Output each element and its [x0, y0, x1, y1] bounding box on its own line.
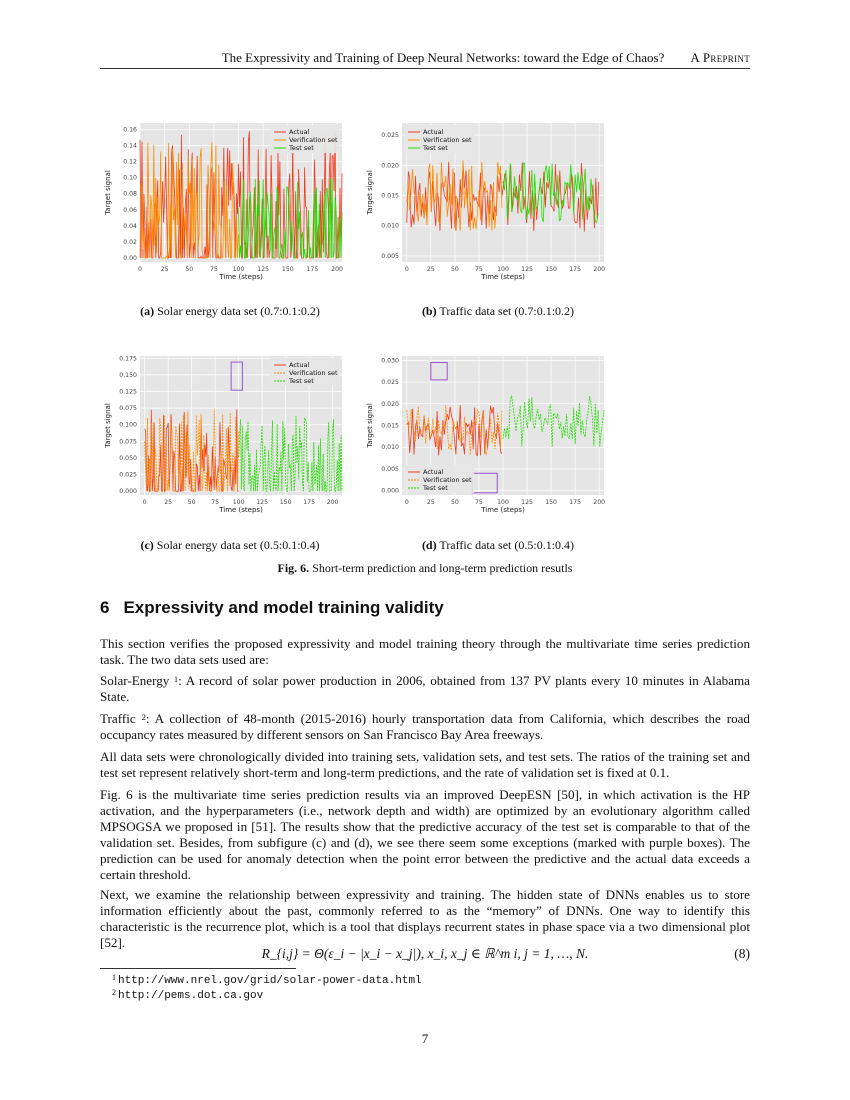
y-tick-label: 0.025: [119, 471, 137, 479]
caption-6b-label: (b): [421, 304, 437, 318]
equation-number: (8): [734, 946, 750, 961]
split-value: 0.1: [649, 765, 667, 780]
x-axis-label: Time (steps): [481, 506, 525, 514]
x-tick-label: 100: [232, 266, 245, 273]
x-tick-label: 175: [303, 499, 316, 506]
y-axis-label: Target signal: [104, 170, 112, 215]
footnote-2-url[interactable]: http://pems.dot.ca.gov: [118, 990, 264, 1002]
y-tick-label: 0.00: [123, 254, 137, 262]
figure-caption-text: Short-term prediction and long-term prediction resutls: [309, 561, 573, 575]
figure-6a-plot: [100, 115, 350, 290]
x-tick-label: 0: [404, 266, 409, 273]
y-tick-label: 0.005: [381, 252, 399, 260]
x-tick-label: 25: [426, 266, 435, 273]
y-tick-label: 0.04: [123, 222, 137, 230]
y-tick-label: 0.100: [119, 421, 137, 429]
y-tick-label: 0.150: [119, 371, 137, 379]
x-tick-label: 75: [475, 266, 483, 273]
chart-d: [362, 348, 612, 523]
legend-label: Verification set: [423, 136, 472, 144]
x-tick-label: 50: [450, 499, 459, 506]
y-tick-label: 0.000: [381, 487, 399, 495]
y-tick-label: 0.12: [123, 158, 137, 166]
y-axis-label: Target signal: [104, 403, 112, 448]
solar-lead: Solar-Energy: [100, 673, 174, 688]
y-tick-label: 0.06: [123, 206, 137, 214]
caption-6c: [100, 538, 360, 553]
y-tick-label: 0.000: [119, 488, 137, 496]
x-tick-label: 150: [545, 499, 558, 506]
header-title: The Expressivity and Training of Deep Neural Networks: toward the Edge of Chaos?: [221, 50, 665, 65]
y-tick-label: 0.10: [123, 174, 137, 182]
caption-6a-label: (a): [140, 304, 155, 318]
x-tick-label: 125: [256, 499, 269, 506]
paragraph-results: Fig. 6 is the multivariate time series prediction results via an improved DeepESN [50], in which activation is the HP activation, and the hyperparameters (i.e., network depth and width) are optimized by an evolutionary algorithm called MPSOGSA we proposed in [51]. The results show that the predictive accuracy of the test set is comparable to that of the validation set. Besides, from subfigure (c) and (d), we see there seem some exceptions (marked with purple boxes). The prediction can be used for anomaly detection when the point error between the predictive and the actual data exceeds a certain threshold.: [100, 787, 750, 882]
footnote-2: [112, 988, 264, 1002]
caption-6c-text: Solar energy data set (0.5:0.1:0.4): [156, 538, 320, 552]
y-tick-label: 0.16: [123, 126, 137, 134]
caption-6c-label: (c): [140, 538, 154, 552]
x-tick-label: 50: [450, 266, 459, 273]
equation-expression: R_{i,j} = Θ(ε_i − |x_i − x_j|), x_i, x_j ∈ ℝ^m i, j = 1, …, N.: [261, 946, 589, 961]
x-axis-label: Time (steps): [219, 506, 263, 514]
y-tick-label: 0.075: [119, 438, 137, 446]
legend-label: Verification set: [423, 476, 472, 484]
y-tick-label: 0.020: [381, 162, 399, 170]
legend-label: Test set: [289, 144, 314, 152]
x-tick-label: 25: [164, 499, 173, 506]
caption-6a-text: Solar energy data set (0.7:0.1:0.2): [157, 304, 320, 318]
y-tick-label: 0.14: [123, 142, 137, 150]
x-tick-label: 100: [497, 499, 509, 506]
section-number: 6: [100, 598, 110, 617]
legend-label: Test set: [423, 484, 448, 492]
x-tick-label: 175: [306, 266, 319, 273]
y-tick-label: 0.030: [381, 357, 399, 365]
paragraph-traffic: [100, 711, 750, 743]
x-tick-label: 0: [404, 499, 409, 506]
footnote-1-url[interactable]: http://www.nrel.gov/grid/solar-power-data.html: [118, 975, 422, 987]
x-tick-label: 0: [142, 499, 147, 506]
legend-label: Verification set: [289, 369, 338, 377]
page-number: 7: [421, 1031, 429, 1046]
chart-a: [100, 115, 350, 290]
figure-6b-plot: [362, 115, 612, 290]
x-tick-label: 200: [326, 499, 339, 506]
y-tick-label: 0.075: [119, 405, 137, 413]
y-tick-label: 0.02: [123, 238, 137, 246]
footnote-2-mark: 2: [112, 988, 116, 997]
legend-label: Test set: [423, 144, 448, 152]
split-text: All data sets were chronologically divided into training sets, validation sets, and test sets. The ratios of the training set and test set represent relatively short-term and long-term predictions, and the rate of validation set is fixed at: [100, 749, 750, 780]
x-tick-label: 25: [426, 499, 435, 506]
traffic-lead: Traffic: [100, 711, 142, 726]
section-title: Expressivity and model training validity: [123, 598, 444, 617]
legend-label: Test set: [289, 377, 314, 385]
y-tick-label: 0.025: [381, 379, 399, 387]
paragraph-recurrence: Next, we examine the relationship between expressivity and training. The hidden state of DNNs enables us to store information efficiently about the past, commonly referred to as the “memory” of DNNs. One way to identify this characteristic is the recurrence plot, which is a tool that displays recurrent states in phase space via a two dimensional plot [52].: [100, 887, 750, 950]
x-tick-label: 200: [593, 266, 606, 273]
paragraph-split: [100, 749, 750, 781]
y-tick-label: 0.025: [381, 132, 399, 140]
x-axis-label: Time (steps): [481, 273, 525, 281]
figure-caption-label: Fig. 6.: [277, 561, 310, 575]
figure-6c-plot: [100, 348, 350, 523]
caption-6a: [100, 304, 360, 319]
x-tick-label: 75: [211, 499, 220, 506]
x-tick-label: 0: [138, 266, 142, 273]
equation-8: [100, 946, 750, 964]
caption-6d: [368, 538, 628, 553]
split-end: .: [666, 765, 670, 780]
y-axis-label: Target signal: [366, 403, 374, 448]
y-tick-label: 0.015: [381, 422, 399, 430]
chart-b: [362, 115, 612, 290]
x-tick-label: 200: [593, 499, 606, 506]
x-tick-label: 25: [160, 266, 169, 273]
x-tick-label: 50: [185, 266, 194, 273]
caption-6b: [368, 304, 628, 319]
section-heading: [100, 598, 444, 618]
x-tick-label: 150: [279, 499, 292, 506]
x-tick-label: 125: [257, 266, 270, 273]
x-tick-label: 100: [232, 499, 245, 506]
x-tick-label: 100: [497, 266, 509, 273]
x-tick-label: 50: [187, 499, 196, 506]
y-tick-label: 0.010: [381, 444, 399, 452]
footnote-ref-1[interactable]: 1: [173, 674, 179, 684]
y-tick-label: 0.010: [381, 222, 399, 230]
y-tick-label: 0.005: [381, 465, 399, 473]
x-tick-label: 175: [569, 266, 582, 273]
header-preprint: A Preprint: [690, 50, 750, 65]
chart-c: [100, 348, 350, 523]
footnote-1: [112, 973, 422, 987]
x-tick-label: 75: [475, 499, 483, 506]
y-axis-label: Target signal: [366, 170, 374, 215]
x-tick-label: 175: [569, 499, 582, 506]
caption-6d-text: Traffic data set (0.5:0.1:0.4): [439, 538, 575, 552]
caption-6b-text: Traffic data set (0.7:0.1:0.2): [439, 304, 575, 318]
y-tick-label: 0.015: [381, 192, 399, 200]
legend-label: Actual: [423, 128, 444, 136]
x-tick-label: 125: [521, 499, 533, 506]
solar-desc: : A record of solar power production in 2006, obtained from 137 PV plants every 10 minutes in Alabama State.: [100, 673, 750, 704]
x-tick-label: 75: [209, 266, 218, 273]
legend-label: Actual: [289, 361, 310, 369]
y-tick-label: 0.050: [119, 454, 137, 462]
figure-caption: [100, 561, 750, 576]
figure-6d-plot: [362, 348, 612, 523]
footnote-1-mark: 1: [112, 973, 116, 982]
y-tick-label: 0.020: [381, 400, 399, 408]
legend-label: Verification set: [289, 136, 338, 144]
traffic-desc: : A collection of 48-month (2015-2016) hourly transportation data from California, which describes the road occupancy rates measured by different sensors on San Francisco Bay Area freeways.: [100, 711, 750, 742]
x-tick-label: 150: [281, 266, 294, 273]
y-tick-label: 0.175: [119, 355, 137, 363]
x-tick-label: 150: [545, 266, 558, 273]
running-header: [100, 50, 750, 69]
x-tick-label: 125: [521, 266, 533, 273]
footnote-ref-2[interactable]: 2: [141, 712, 146, 722]
caption-6d-label: (d): [421, 538, 437, 552]
legend-label: Actual: [423, 468, 444, 476]
y-tick-label: 0.08: [123, 190, 137, 198]
paragraph-solar: [100, 673, 750, 705]
paragraph-intro: This section verifies the proposed expressivity and model training theory through the multivariate time series prediction task. The two data sets used are:: [100, 636, 750, 667]
footnote-rule: [100, 968, 296, 969]
y-tick-label: 0.125: [119, 388, 137, 396]
x-axis-label: Time (steps): [219, 273, 263, 281]
x-tick-label: 200: [331, 266, 343, 273]
legend-label: Actual: [289, 128, 310, 136]
